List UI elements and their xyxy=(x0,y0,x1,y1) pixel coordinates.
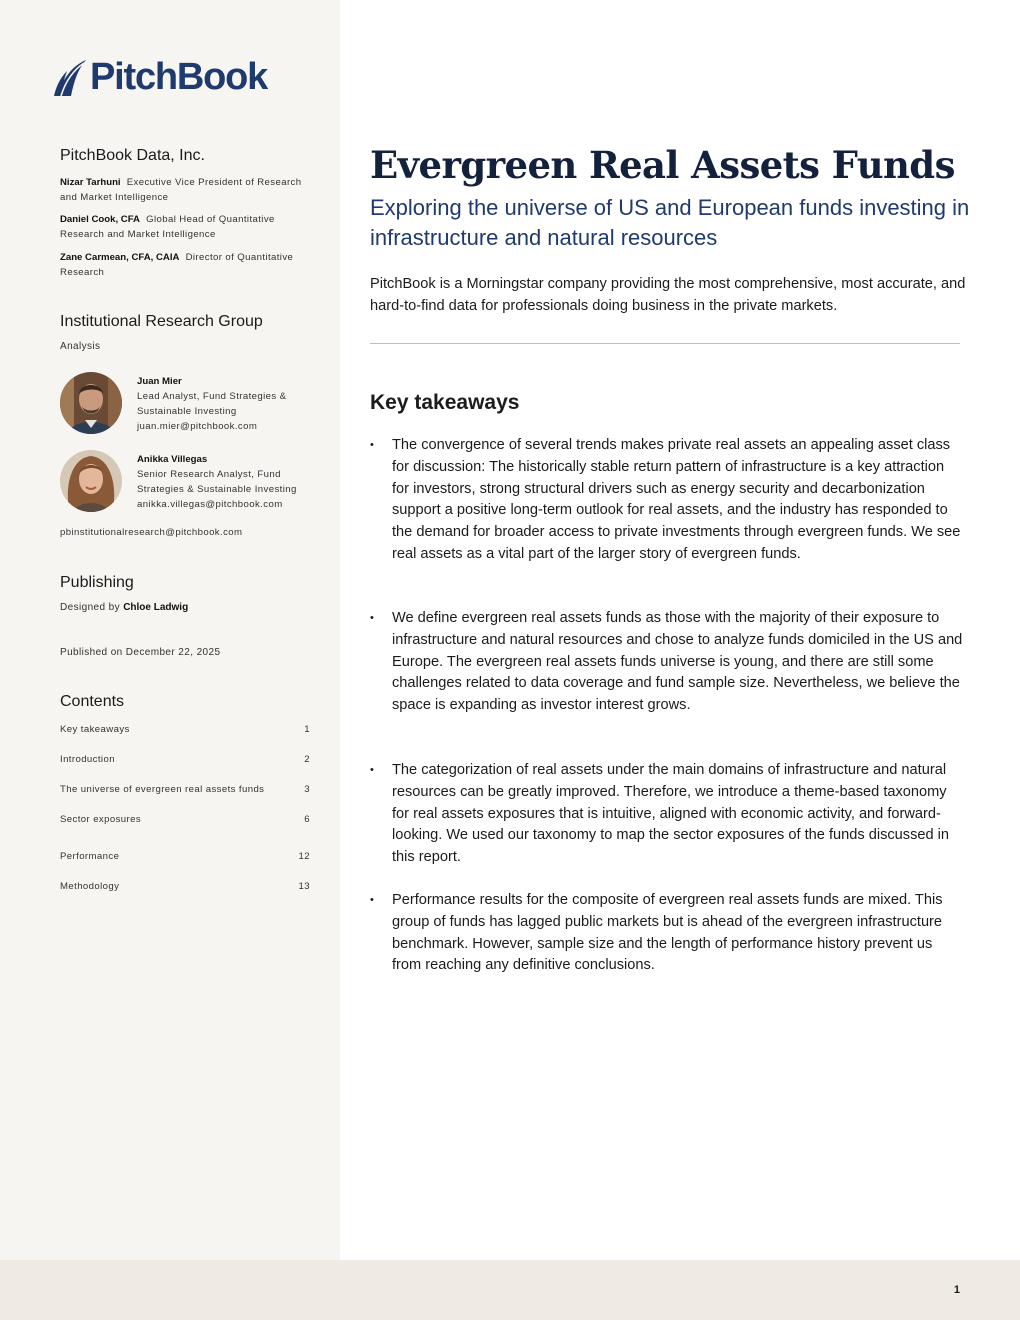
designed-by xyxy=(60,602,188,613)
takeaway-text: Performance results for the composite of evergreen real assets funds are mixed. This group of funds has lagged public markets but is ahead of the evergreen infrastructure benchmark. However, sample size and the length of performance history prevent us from reaching any definitive conclusions. xyxy=(392,892,943,974)
analyst-role: Lead Analyst, Fund Strategies & Sustainable Investing xyxy=(137,391,287,417)
toc-page: 13 xyxy=(298,881,310,892)
toc-label: The universe of evergreen real assets funds xyxy=(60,784,265,795)
toc-page: 2 xyxy=(304,754,310,765)
toc-label: Methodology xyxy=(60,881,120,892)
pitchbook-logo[interactable] xyxy=(54,56,267,99)
person-entry xyxy=(60,175,310,205)
person-role: Executive Vice President of Research and Market Intelligence xyxy=(60,177,302,203)
contents-heading: Contents xyxy=(60,693,125,710)
bullet-icon: • xyxy=(370,894,374,906)
toc-page: 12 xyxy=(298,851,310,862)
toc-page: 1 xyxy=(304,724,310,735)
analyst-name: Anikka Villegas xyxy=(137,454,208,465)
toc-item[interactable] xyxy=(60,784,310,795)
takeaway-text: The categorization of real assets under the main domains of infrastructure and natural resources can be greatly improved. Therefore, we introduce a theme-based taxonomy for real assets exposures that is intuitive, aligned with economic activity, and forward-looking. We used our taxonomy to map the sector exposures of the funds discussed in this report. xyxy=(392,762,950,866)
takeaway-text: We define evergreen real assets funds as those with the majority of their exposure to infrastructure and natural resources and chose to analyze funds domiciled in the US and Europe. The evergreen real assets funds universe is young, and there are still some challenges related to data coverage and fund sample size. Nevertheless, we believe the space is expanding as investor interest grows. xyxy=(392,610,963,714)
avatar xyxy=(60,372,122,434)
analyst-card xyxy=(60,372,320,436)
toc-label: Key takeaways xyxy=(60,724,130,735)
person-entry xyxy=(60,250,310,280)
bullet-icon: • xyxy=(370,612,374,624)
page-subtitle: Exploring the universe of US and European funds investing in infrastructure and natural resources xyxy=(370,195,970,250)
published-date: Published on December 22, 2025 xyxy=(60,647,221,658)
designed-by-label: Designed by xyxy=(60,602,120,613)
toc-page: 3 xyxy=(304,784,310,795)
person-entry xyxy=(60,212,310,242)
person-role: Global Head of Quantitative Research and Market Intelligence xyxy=(60,214,275,240)
key-takeaways-heading: Key takeaways xyxy=(370,391,520,414)
toc-item[interactable] xyxy=(60,851,310,862)
company-name: PitchBook Data, Inc. xyxy=(60,147,205,164)
person-name: Daniel Cook, CFA xyxy=(60,214,140,225)
group-heading: Institutional Research Group xyxy=(60,313,263,330)
toc-item[interactable] xyxy=(60,881,310,892)
pitchbook-leaf-icon xyxy=(54,59,88,97)
bullet-icon: • xyxy=(370,439,374,451)
analyst-info xyxy=(137,452,322,512)
toc-item[interactable] xyxy=(60,814,310,825)
group-subheading: Analysis xyxy=(60,341,101,352)
sidebar xyxy=(0,0,340,1260)
person-name: Nizar Tarhuni xyxy=(60,177,121,188)
analyst-role: Senior Research Analyst, Fund Strategies & Sustainable Investing xyxy=(137,469,297,495)
group-email[interactable]: pbinstitutionalresearch@pitchbook.com xyxy=(60,527,243,538)
analyst-email[interactable]: anikka.villegas@pitchbook.com xyxy=(137,499,283,510)
person-name: Zane Carmean, CFA, CAIA xyxy=(60,252,180,263)
analyst-card xyxy=(60,450,320,514)
toc-label: Introduction xyxy=(60,754,115,765)
avatar xyxy=(60,450,122,512)
intro-paragraph: PitchBook is a Morningstar company providing the most comprehensive, most accurate, and hard-to-find data for professionals doing business in the private markets. xyxy=(370,276,966,314)
analyst-name: Juan Mier xyxy=(137,376,182,387)
publishing-heading: Publishing xyxy=(60,574,134,591)
toc-label: Sector exposures xyxy=(60,814,142,825)
toc-item[interactable] xyxy=(60,754,310,765)
takeaway-text: The convergence of several trends makes private real assets an appealing asset class for discussion: The historically stable return pattern of infrastructure is a key attraction for investors, strong structural drivers such as energy security and decarbonization support a positive long-term outlook for real assets, and the industry has responded to the demand for broader access to private investments through evergreen funds. We see real assets as a vital part of the larger story of evergreen funds. xyxy=(392,437,961,562)
analyst-info xyxy=(137,374,322,434)
toc-label: Performance xyxy=(60,851,120,862)
page-number: 1 xyxy=(953,1284,960,1296)
logo-wordmark: PitchBook xyxy=(90,56,268,98)
toc-page: 6 xyxy=(304,814,310,825)
page-footer xyxy=(0,1260,1020,1320)
divider xyxy=(370,343,960,344)
analyst-email[interactable]: juan.mier@pitchbook.com xyxy=(137,421,258,432)
toc-item[interactable] xyxy=(60,724,310,735)
bullet-icon: • xyxy=(370,764,374,776)
designer-name: Chloe Ladwig xyxy=(123,602,189,613)
page-title: Evergreen Real Assets Funds xyxy=(370,143,955,187)
person-role: Director of Quantitative Research xyxy=(60,252,294,278)
